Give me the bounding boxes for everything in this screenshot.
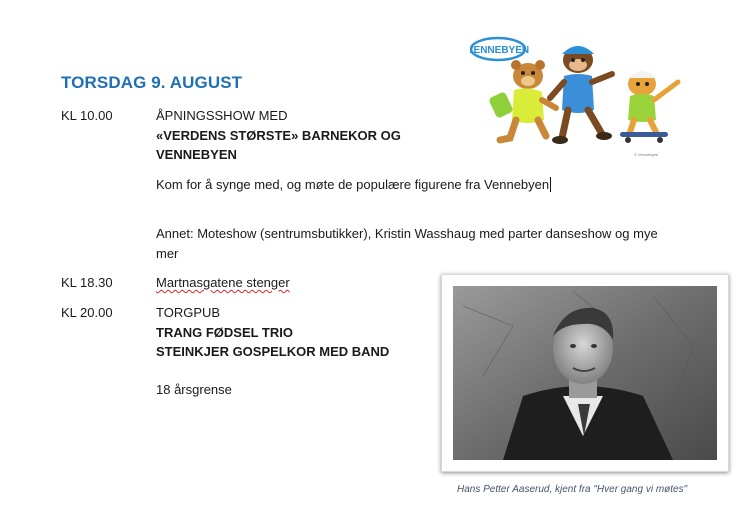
event-time: KL 18.30 <box>61 275 113 290</box>
portrait-photo <box>453 286 717 460</box>
event-title-text: Martnasgatene stenger <box>156 275 290 290</box>
logo-small-print: © Vennebyen <box>633 152 659 157</box>
bear-character <box>488 60 556 140</box>
event-title-block <box>156 303 389 362</box>
lion-character <box>620 71 678 143</box>
photo-caption: Hans Petter Aaserud, kjent fra "Hver gang vi møtes" <box>457 484 688 495</box>
event-title-line: «VERDENS STØRSTE» BARNEKOR OG <box>156 127 401 143</box>
logo-text: VENNEBYEN <box>470 45 530 56</box>
event-title-line: TRANG FØDSEL TRIO <box>156 324 293 340</box>
event-description-text: Kom for å synge med, og møte de populære figurene fra Vennebyen <box>156 177 550 192</box>
event-time: KL 10.00 <box>61 108 113 123</box>
event-title-block <box>156 106 401 165</box>
text-cursor <box>550 177 551 192</box>
photo-frame <box>441 274 729 472</box>
event-title-line: ÅPNINGSSHOW MED <box>156 108 288 123</box>
event-title-line: VENNEBYEN <box>156 147 237 162</box>
page-heading: TORSDAG 9. AUGUST <box>61 73 243 92</box>
age-limit-note: 18 årsgrense <box>156 382 232 397</box>
event-title-line: TORGPUB <box>156 305 221 320</box>
monkey-character <box>550 46 612 144</box>
event-time: KL 20.00 <box>61 305 113 320</box>
event-description <box>156 175 616 195</box>
event-title-line: STEINKJER GOSPELKOR MED BAND <box>156 344 390 359</box>
portrait-image <box>453 286 717 460</box>
event-extra-info: Annet: Moteshow (sentrumsbutikker), Kristin Wasshaug med parter danseshow og mye mer <box>156 226 658 261</box>
vennebyen-characters-image <box>470 34 698 160</box>
vennebyen-logo <box>470 38 529 60</box>
event-title <box>156 273 290 293</box>
vennebyen-illustration <box>470 34 698 160</box>
